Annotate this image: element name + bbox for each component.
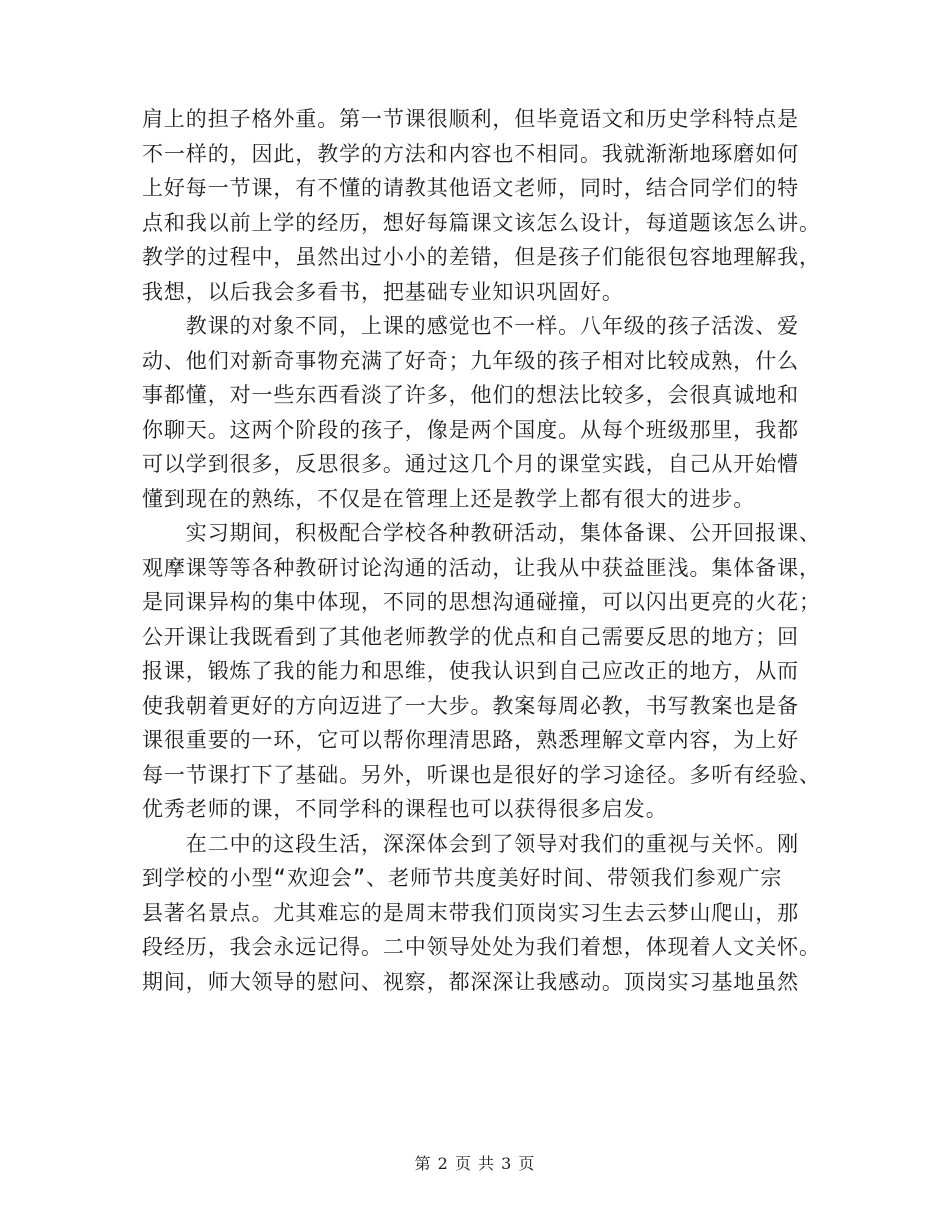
text-line: 观摩课等等各种教研讨论沟通的活动，让我从中获益匪浅。集体备课， — [142, 555, 821, 580]
text-line: 教课的对象不同，上课的感觉也不一样。八年级的孩子活泼、爱 — [142, 314, 799, 338]
text-line: 是同课异构的集中体现，不同的思想沟通碰撞，可以闪出更亮的火花； — [142, 590, 821, 614]
text-line: 到学校的小型“欢迎会”、老师节共度美好时间、带领我们参观广宗 — [142, 866, 783, 890]
text-line: 肩上的担子格外重。第一节课很顺利，但毕竟语文和历史学科特点是 — [142, 107, 799, 131]
body-text — [142, 102, 821, 999]
text-line: 优秀老师的课，不同学科的课程也可以获得很多启发。 — [142, 797, 668, 821]
text-line: 教学的过程中，虽然出过小小的差错，但是孩子们能很包容地理解我， — [142, 245, 821, 269]
text-line: 实习期间，积极配合学校各种教研活动，集体备课、公开回报课、 — [142, 521, 821, 545]
text-line: 上好每一节课，有不懂的请教其他语文老师，同时，结合同学们的特 — [142, 176, 799, 200]
text-line: 动、他们对新奇事物充满了好奇；九年级的孩子相对比较成熟，什么 — [142, 348, 799, 373]
text-line: 点和我以前上学的经历，想好每篇课文该怎么设计，每道题该怎么讲。 — [142, 210, 821, 235]
text-line: 在二中的这段生活，深深体会到了领导对我们的重视与关怀。刚 — [142, 831, 799, 856]
text-line: 报课，锻炼了我的能力和思维，使我认识到自己应改正的地方，从而 — [142, 659, 799, 683]
text-line: 使我朝着更好的方向迈进了一大步。教案每周必教，书写教案也是备 — [142, 693, 799, 718]
text-line: 课很重要的一环，它可以帮你理清思路，熟悉理解文章内容，为上好 — [142, 728, 799, 752]
text-line: 公开课让我既看到了其他老师教学的优点和自己需要反思的地方；回 — [142, 624, 799, 649]
text-line: 不一样的，因此，教学的方法和内容也不相同。我就渐渐地琢磨如何 — [142, 141, 799, 166]
text-line: 懂到现在的熟练，不仅是在管理上还是教学上都有很大的进步。 — [142, 486, 756, 511]
text-line: 我想，以后我会多看书，把基础专业知识巩固好。 — [142, 279, 624, 304]
text-line: 你聊天。这两个阶段的孩子，像是两个国度。从每个班级那里，我都 — [142, 417, 799, 442]
text-line: 每一节课打下了基础。另外，听课也是很好的学习途径。多听有经验、 — [142, 762, 821, 787]
text-line: 事都懂，对一些东西看淡了许多，他们的想法比较多，会很真诚地和 — [142, 383, 799, 407]
text-line: 期间，师大领导的慰问、视察，都深深让我感动。顶岗实习基地虽然 — [142, 969, 799, 994]
page-footer: 第 2 页 共 3 页 — [414, 1154, 536, 1173]
text-line: 可以学到很多，反思很多。通过这几个月的课堂实践，自己从开始懵 — [142, 452, 799, 476]
text-line: 县著名景点。尤其难忘的是周末带我们顶岗实习生去云梦山爬山，那 — [142, 900, 799, 925]
text-line: 段经历，我会永远记得。二中领导处处为我们着想，体现着人文关怀。 — [142, 935, 821, 959]
